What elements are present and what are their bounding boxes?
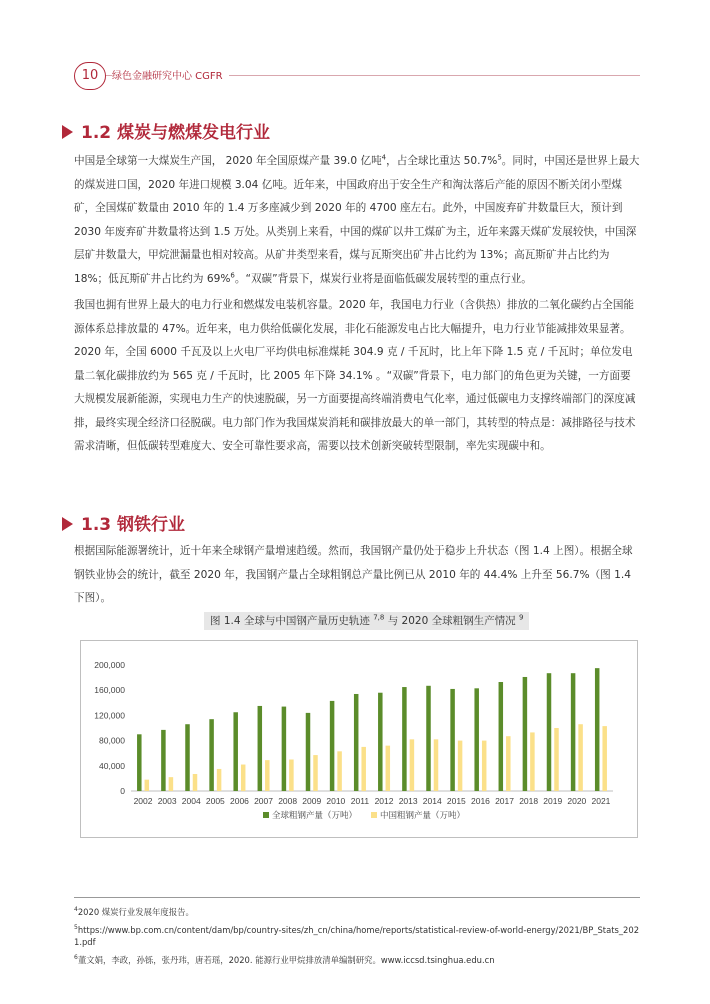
bar-china-2017 xyxy=(506,736,511,791)
bar-global-2021 xyxy=(595,668,600,791)
bar-china-2011 xyxy=(361,747,366,791)
footnote-number: 4 xyxy=(74,906,78,914)
chart-canvas xyxy=(81,641,637,837)
footnote-divider xyxy=(74,897,640,898)
bar-global-2014 xyxy=(426,686,431,791)
triangle-bullet-icon xyxy=(62,517,73,531)
bar-global-2002 xyxy=(137,734,142,791)
caption-text: 与 2020 全球粗钢生产情况 xyxy=(384,615,519,627)
x-tick-label: 2014 xyxy=(422,796,442,806)
bar-global-2011 xyxy=(354,694,359,791)
footnote-ref[interactable]: 5 xyxy=(497,153,502,162)
footnote-text: 2020 煤炭行业发展年度报告。 xyxy=(77,907,194,917)
section-heading-1-3 xyxy=(62,510,185,535)
bar-china-2009 xyxy=(313,755,318,791)
footnote-number: 6 xyxy=(74,954,78,962)
footnote-5 xyxy=(74,924,640,948)
figure-caption xyxy=(204,612,529,630)
bar-global-2018 xyxy=(523,677,528,791)
triangle-bullet-icon xyxy=(62,125,73,139)
bar-global-2016 xyxy=(474,688,479,791)
text-run: 中国是全球第一大煤炭生产国， 2020 年全国原煤产量 39.0 亿吨 xyxy=(74,155,382,167)
legend-label-global: 全球粗钢产量（万吨） xyxy=(272,811,358,821)
bar-china-2021 xyxy=(602,726,607,791)
bar-global-2010 xyxy=(330,701,335,791)
x-tick-label: 2012 xyxy=(374,796,394,806)
y-tick-label: 0 xyxy=(120,786,125,796)
x-tick-label: 2021 xyxy=(591,796,611,806)
header-title: 绿色金融研究中心 CGFR xyxy=(112,67,229,82)
bar-global-2005 xyxy=(209,719,214,791)
bar-china-2014 xyxy=(434,739,439,791)
bar-global-2012 xyxy=(378,693,383,791)
legend-swatch-global xyxy=(263,812,269,818)
bar-global-2006 xyxy=(233,712,238,791)
bar-china-2007 xyxy=(265,760,270,791)
bar-china-2003 xyxy=(169,777,174,791)
x-tick-label: 2009 xyxy=(302,796,322,806)
bar-china-2004 xyxy=(193,774,198,791)
x-tick-label: 2017 xyxy=(495,796,515,806)
footnote-link[interactable]: https://www.bp.com.cn/content/dam/bp/country-sites/zh_cn/china/home/reports/statistical-review-of-world-energy/2021/BP_Stats_2021.pdf xyxy=(74,925,640,947)
footnote-text: 董文娟，李政，孙铄，张丹玮，唐若瑶，2020. 能源行业甲烷排放清单编制研究。www.iccsd.tsinghua.edu.cn xyxy=(77,955,495,965)
bar-china-2012 xyxy=(386,746,391,791)
y-tick-label: 160,000 xyxy=(94,685,125,696)
paragraph-coal xyxy=(74,150,640,291)
section-heading-1-2 xyxy=(62,118,270,143)
bar-china-2010 xyxy=(337,751,342,791)
bar-china-2018 xyxy=(530,732,535,791)
paragraph-power: 我国也拥有世界上最大的电力行业和燃煤发电装机容量。2020 年，我国电力行业（含供热）排放的二氧化碳约占全国能源体系总排放量的 47%。近年来，电力供给低碳化发展，非化石能源发电占比大幅提升，电力行业节能减排效果显著。2020 年，全国 6000 千瓦及以上火电厂平均供电标准煤耗 304.9 克 / 千瓦时，比上年下降 1.5 克 / 千瓦时；单位发电量二氧化碳排放约为 565 克 / 千瓦时，比 2005 年下降 34.1% 。“双碳”背景下，电力部门的角色更为关键，一方面要大规模发展新能源，实现电力生产的快速脱碳，另一方面要提高终端消费电气化率，通过低碳电力支撑终端部门的深度减排，最终实现全经济口径脱碳。电力部门作为我国煤炭消耗和碳排放最大的单一部门，其转型的特点是：减排路径与技术需求清晰，但低碳转型难度大、安全可靠性要求高，需要以技术创新突破转型限制，率先实现碳中和。 xyxy=(74,299,636,452)
bar-china-2020 xyxy=(578,724,583,791)
x-tick-label: 2005 xyxy=(205,796,225,806)
bar-global-2019 xyxy=(547,673,552,791)
page-header xyxy=(0,0,710,90)
text-run: 。“双碳”背景下，煤炭行业将是面临低碳发展转型的重点行业。 xyxy=(234,272,532,285)
x-tick-label: 2018 xyxy=(519,796,539,806)
footnote-ref[interactable]: 9 xyxy=(518,613,524,622)
footnote-number: 5 xyxy=(74,924,78,932)
caption-text: 图 1.4 全球与中国钢产量历史轨迹 xyxy=(210,615,374,627)
x-tick-label: 2013 xyxy=(398,796,418,806)
x-tick-label: 2015 xyxy=(446,796,466,806)
y-tick-label: 120,000 xyxy=(94,710,125,721)
y-tick-label: 200,000 xyxy=(94,660,125,670)
legend-swatch-china xyxy=(371,812,377,818)
x-tick-label: 2020 xyxy=(567,796,587,806)
y-tick-label: 40,000 xyxy=(99,760,125,771)
x-tick-label: 2011 xyxy=(350,796,370,806)
x-tick-label: 2010 xyxy=(326,796,346,806)
x-tick-label: 2004 xyxy=(181,796,201,806)
y-tick-label: 80,000 xyxy=(99,735,125,746)
bar-china-2005 xyxy=(217,769,222,791)
bar-global-2007 xyxy=(258,706,263,791)
steel-production-chart xyxy=(80,640,638,838)
bar-china-2002 xyxy=(145,780,150,791)
paragraph-steel: 根据国际能源署统计，近十年来全球钢产量增速趋缓。然而，我国钢产量仍处于稳步上升状态（图 1.4 上图）。根据全球钢铁业协会的统计，截至 2020 年，我国钢产量占全球粗钢总产量比例已从 2010 年的 44.4% 上升至 56.7%（图 1.4 下图）。 xyxy=(74,545,633,604)
section-title: 1.2 煤炭与燃煤发电行业 xyxy=(81,123,271,143)
footnote-4 xyxy=(74,906,640,918)
x-tick-label: 2019 xyxy=(543,796,563,806)
bar-china-2016 xyxy=(482,741,487,791)
x-tick-label: 2006 xyxy=(229,796,249,806)
legend-label-china: 中国粗钢产量（万吨） xyxy=(380,811,466,821)
bar-global-2004 xyxy=(185,724,190,791)
x-tick-label: 2008 xyxy=(278,796,298,806)
section-title: 1.3 钢铁行业 xyxy=(81,515,186,535)
bar-global-2009 xyxy=(306,713,311,791)
bar-global-2008 xyxy=(282,707,287,791)
bar-china-2013 xyxy=(410,739,415,791)
bar-global-2015 xyxy=(450,689,455,791)
text-run: 。同时，中国还是世界上最大的煤炭进口国，2020 年进口规模 3.04 亿吨。近年来，中国政府出于安全生产和淘汰落后产能的原因不断关闭小型煤矿，全国煤矿数量由 2010 年的 1.4 万多座减少到 2020 年的 4700 座左右。此外，中国废弃矿井数量巨大，预计到 2030 年废弃矿井数量将达到 1.5 万处。从类别上来看，中国的煤矿以井工煤矿为主，近年来露天煤矿发展较快，中国深层矿井数量大，甲烷泄漏量也相对较高。从矿井类型来看，煤与瓦斯突出矿井占比约为 13%；高瓦斯矿井占比约为 18%；低瓦斯矿井占比约为 69% xyxy=(74,155,640,285)
bar-china-2006 xyxy=(241,765,246,791)
bar-global-2003 xyxy=(161,730,166,791)
x-tick-label: 2007 xyxy=(254,796,274,806)
x-tick-label: 2003 xyxy=(157,796,177,806)
footnote-6 xyxy=(74,954,640,966)
bar-china-2015 xyxy=(458,741,463,791)
footnote-ref[interactable]: 4 xyxy=(381,153,387,162)
bar-global-2020 xyxy=(571,673,576,791)
footnote-ref[interactable]: 7,8 xyxy=(373,613,385,622)
bar-china-2008 xyxy=(289,760,294,792)
bar-global-2017 xyxy=(499,682,504,791)
footnote-ref[interactable]: 6 xyxy=(230,270,235,279)
x-tick-label: 2002 xyxy=(133,796,153,806)
bar-china-2019 xyxy=(554,728,559,791)
page-number: 10 xyxy=(74,62,106,90)
x-tick-label: 2016 xyxy=(470,796,490,806)
bar-global-2013 xyxy=(402,687,407,791)
text-run: ，占全球比重达 50.7% xyxy=(386,155,498,167)
